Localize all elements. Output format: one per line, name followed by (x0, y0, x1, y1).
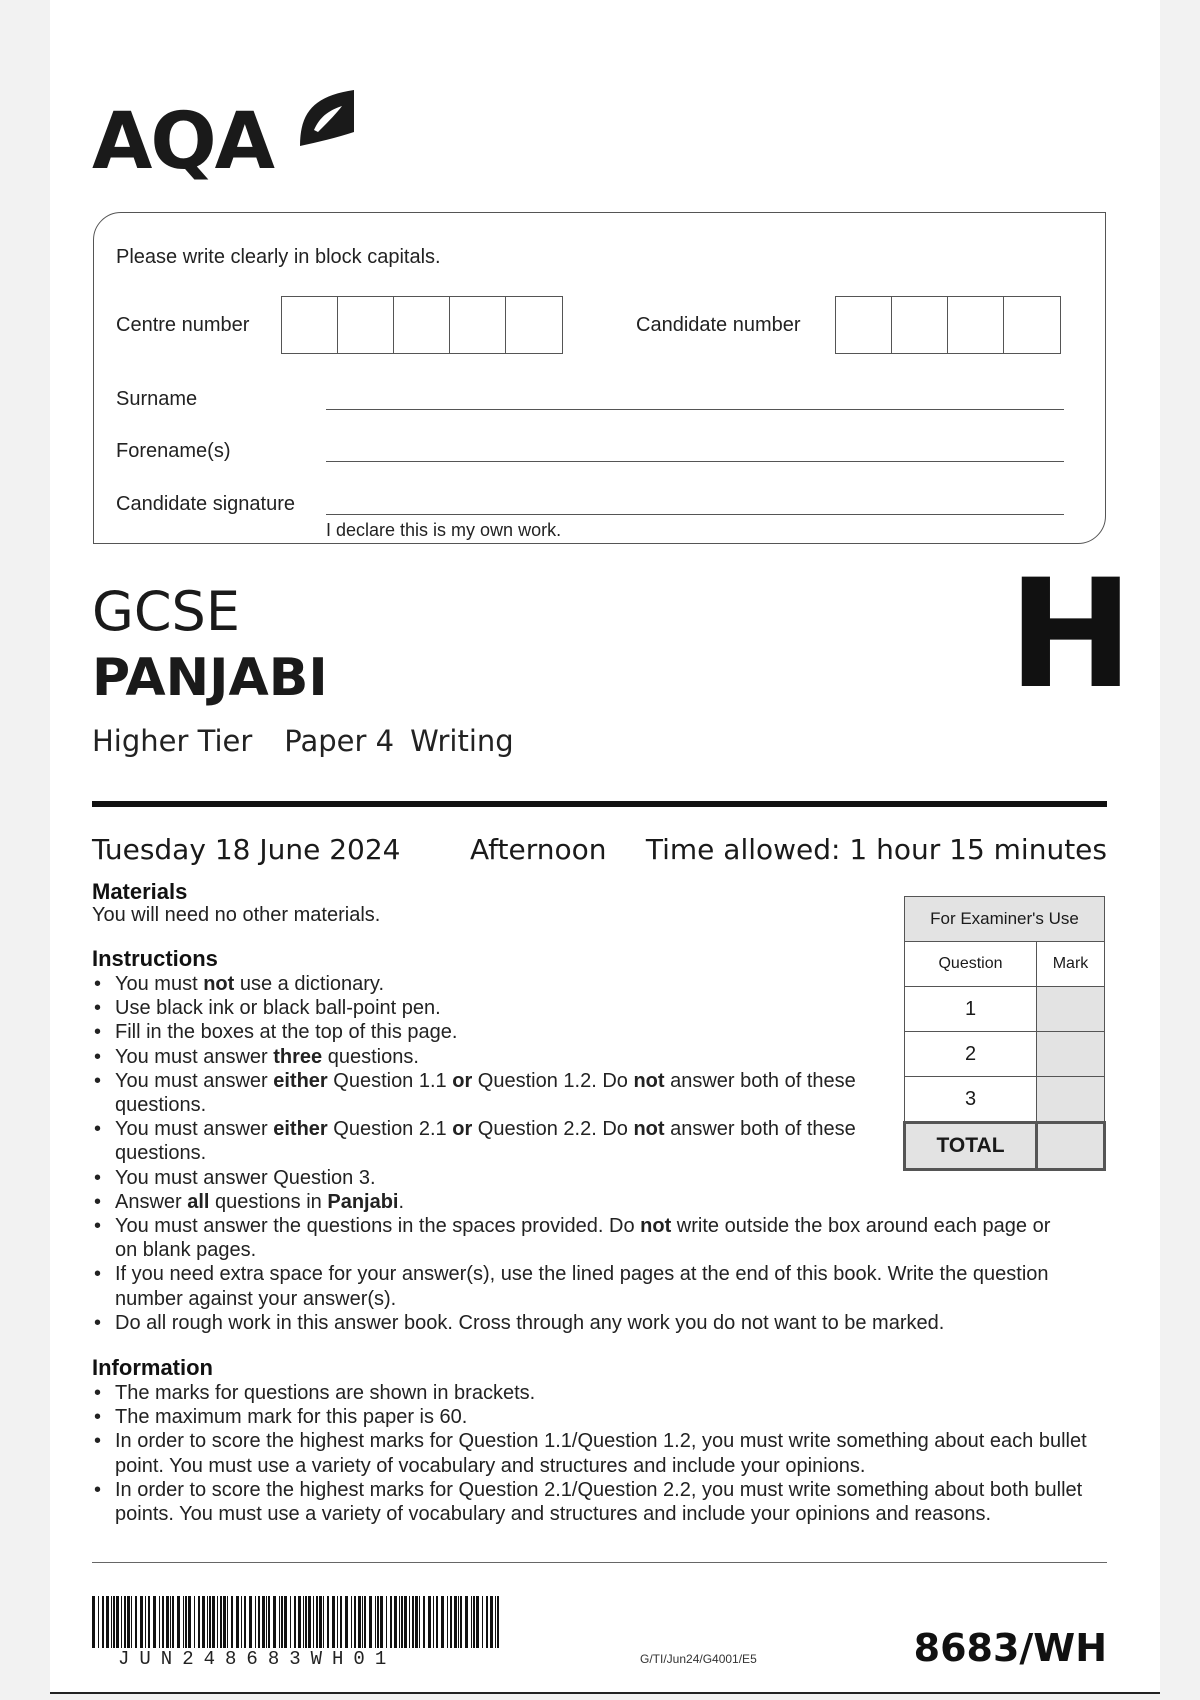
candidate-number-digit[interactable] (892, 297, 948, 353)
centre-number-digit[interactable] (394, 297, 450, 353)
information-list (92, 1381, 1092, 1526)
surname-label: Surname (116, 388, 198, 410)
exam-session: Afternoon (470, 833, 607, 866)
list-item: • The marks for questions are shown in brackets. (92, 1381, 1092, 1405)
mark-column-header: Mark (1037, 942, 1105, 987)
mark-cell (1037, 1032, 1105, 1077)
forenames-label: Forename(s) (116, 440, 231, 462)
footer-divider (92, 1562, 1107, 1563)
centre-number-boxes[interactable] (281, 296, 563, 354)
total-mark-cell (1037, 1123, 1105, 1170)
list-item: • Answer all questions in Panjabi. (92, 1190, 882, 1214)
page-bottom-edge (50, 1692, 1160, 1700)
question-number: 2 (905, 1032, 1037, 1077)
question-number: 3 (905, 1077, 1037, 1123)
list-item: • You must answer Question 3. (92, 1166, 882, 1190)
mark-cell (1037, 1077, 1105, 1123)
list-item: • In order to score the highest marks for Question 2.1/Question 2.2, you must write something about both bullet points. You must use a variety of vocabulary and structures and include your opinions and reasons. (92, 1478, 1092, 1526)
list-item: • You must answer the questions in the spaces provided. Do not write outside the box around each page or on blank pages. (92, 1214, 1070, 1262)
paper-description (92, 724, 514, 758)
instructions-heading: Instructions (92, 946, 218, 971)
surname-field[interactable] (326, 409, 1064, 410)
list-item: • You must answer either Question 1.1 or Question 1.2. Do not answer both of these questions. (92, 1069, 882, 1117)
materials-heading: Materials (92, 879, 188, 904)
candidate-number-digit[interactable] (948, 297, 1004, 353)
barcode-text: JUN248683WH01 (118, 1648, 397, 1670)
list-item: • Do all rough work in this answer book. Cross through any work you do not want to be marked. (92, 1311, 1070, 1335)
logo-leaf-icon (296, 88, 356, 148)
reference-code: G/TI/Jun24/G4001/E5 (640, 1652, 757, 1666)
signature-label: Candidate signature (116, 493, 296, 515)
qualification-title: GCSE (92, 580, 240, 643)
examiners-use-title: For Examiner's Use (905, 897, 1105, 942)
total-label: TOTAL (905, 1123, 1037, 1170)
candidate-number-digit[interactable] (836, 297, 892, 353)
block-capitals-instruction: Please write clearly in block capitals. (116, 246, 441, 268)
barcode-graphic (92, 1596, 502, 1648)
centre-number-digit[interactable] (450, 297, 506, 353)
list-item: • Fill in the boxes at the top of this page. (92, 1020, 882, 1044)
candidate-number-label: Candidate number (636, 314, 801, 336)
signature-field[interactable] (326, 514, 1064, 515)
forenames-field[interactable] (326, 461, 1064, 462)
question-number: 1 (905, 987, 1037, 1032)
declaration-text: I declare this is my own work. (326, 520, 562, 540)
centre-number-label: Centre number (116, 314, 250, 336)
logo-wordmark: AQA (92, 97, 274, 187)
time-allowed: Time allowed: 1 hour 15 minutes (645, 833, 1107, 866)
list-item: • In order to score the highest marks for Question 1.1/Question 1.2, you must write something about each bullet point. You must use a variety of vocabulary and structures and include your opinions. (92, 1429, 1092, 1477)
tier-letter: H (1008, 548, 1134, 722)
exam-date: Tuesday 18 June 2024 (92, 833, 401, 866)
centre-number-digit[interactable] (338, 297, 394, 353)
list-item: • If you need extra space for your answer(s), use the lined pages at the end of this book. Write the question number against your answer(s). (92, 1262, 1070, 1310)
question-column-header: Question (905, 942, 1037, 987)
page-margin-right (1160, 0, 1200, 1700)
paper-component: Writing (410, 724, 514, 758)
centre-number-digit[interactable] (282, 297, 338, 353)
candidate-number-boxes[interactable] (835, 296, 1061, 354)
materials-text: You will need no other materials. (92, 904, 381, 926)
list-item: • The maximum mark for this paper is 60. (92, 1405, 1092, 1429)
list-item: • Use black ink or black ball-point pen. (92, 996, 882, 1020)
information-heading: Information (92, 1355, 213, 1380)
candidate-number-digit[interactable] (1004, 297, 1060, 353)
page-margin-left (0, 0, 50, 1700)
list-item: • You must answer three questions. (92, 1045, 882, 1069)
title-divider (92, 801, 1107, 807)
examiners-use-table (903, 896, 1106, 1171)
mark-cell (1037, 987, 1105, 1032)
list-item: • You must not use a dictionary. (92, 972, 882, 996)
centre-number-digit[interactable] (506, 297, 562, 353)
paper-code: 8683/WH (913, 1626, 1107, 1670)
candidate-details-box (93, 212, 1106, 544)
subject-title: PANJABI (92, 648, 328, 708)
tier-name: Higher Tier (92, 724, 253, 758)
paper-number: Paper 4 (284, 724, 395, 758)
list-item: • You must answer either Question 2.1 or Question 2.2. Do not answer both of these questions. (92, 1117, 882, 1165)
